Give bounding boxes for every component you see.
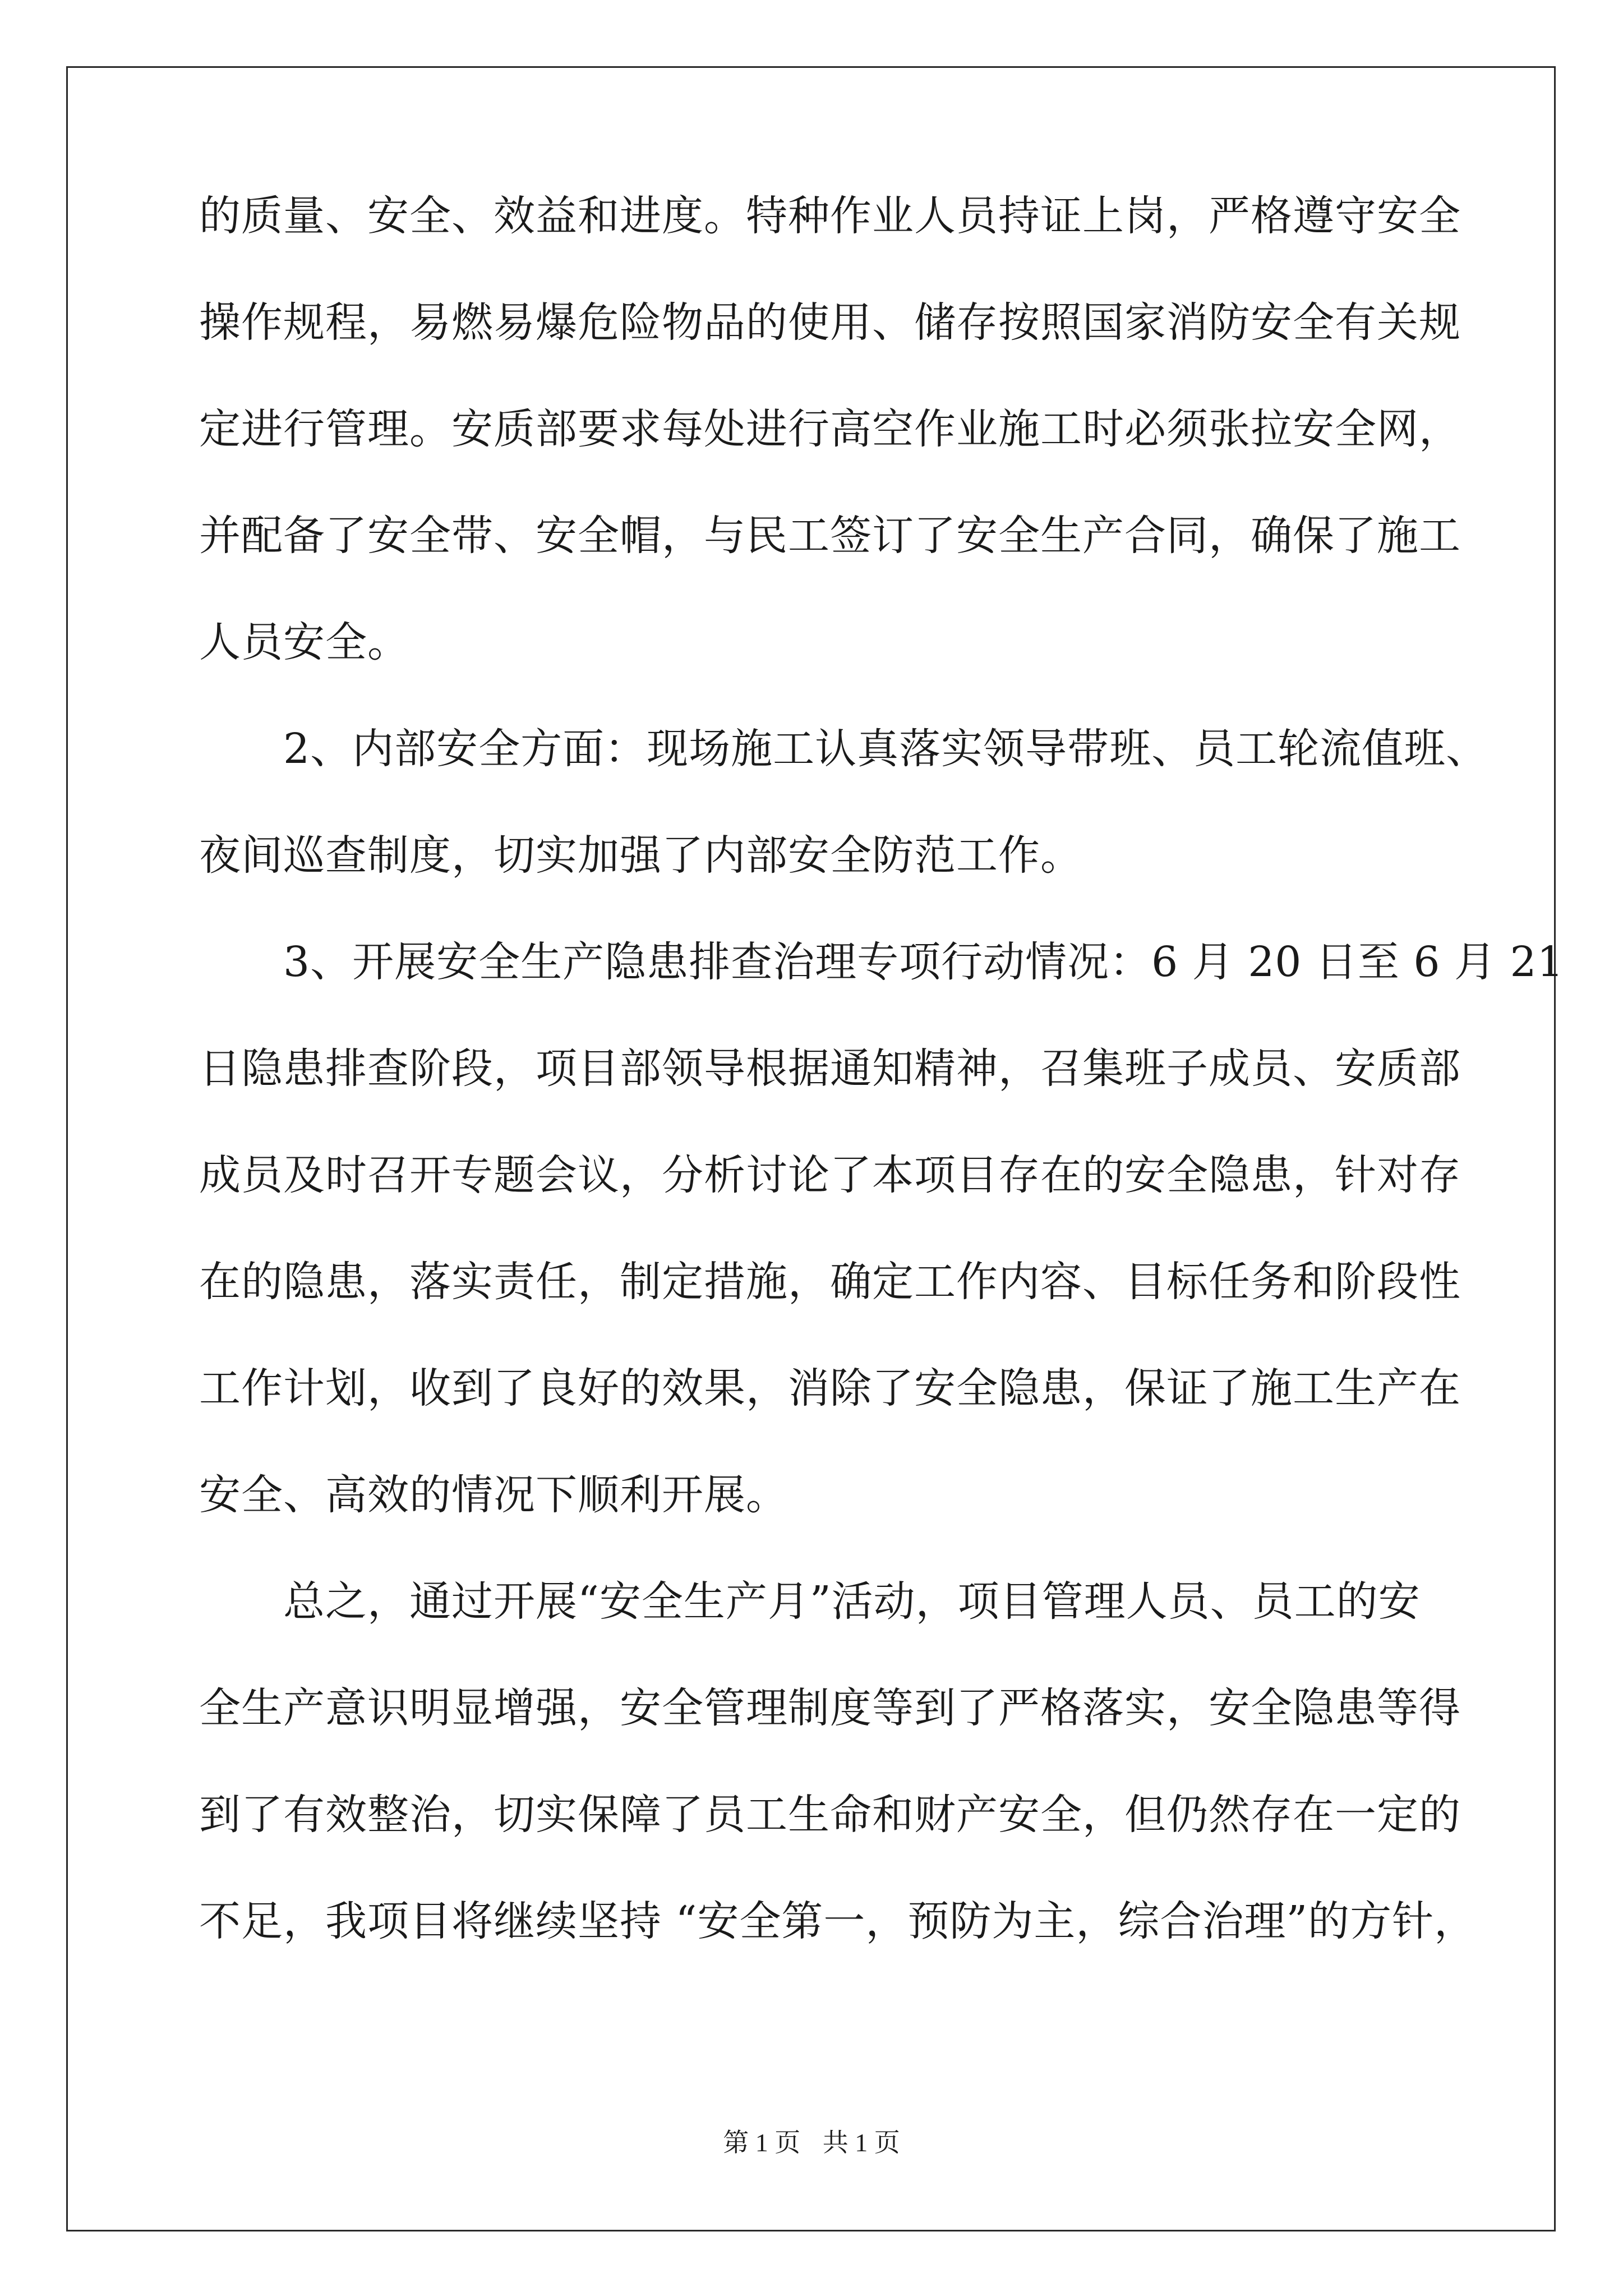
text-line: 人员安全。	[199, 618, 409, 666]
text-line: 定进行管理。安质部要求每处进行高空作业施工时必须张拉安全网，	[199, 405, 1461, 453]
text-line: 在的隐患，落实责任，制定措施，确定工作内容、目标任务和阶段性	[199, 1258, 1461, 1306]
text-line: 日隐患排查阶段，项目部领导根据通知精神，召集班子成员、安质部	[199, 1045, 1461, 1093]
text-line: 不足，我项目将继续坚持 “安全第一，预防为主，综合治理”的方针，	[199, 1897, 1477, 1945]
page-number: 第 1 页	[723, 2128, 801, 2157]
text-line: 到了有效整治，切实保障了员工生命和财产安全，但仍然存在一定的	[199, 1791, 1461, 1839]
text-line: 操作规程，易燃易爆危险物品的使用、储存按照国家消防安全有关规	[199, 298, 1461, 347]
text-line: 的质量、安全、效益和进度。特种作业人员持证上岗，严格遵守安全	[199, 192, 1461, 240]
page-total: 共 1 页	[822, 2128, 900, 2157]
text-line: 2、内部安全方面：现场施工认真落实领导带班、员工轮流值班、	[199, 725, 1488, 773]
text-line: 工作计划，收到了良好的效果，消除了安全隐患，保证了施工生产在	[199, 1364, 1461, 1412]
text-line: 安全、高效的情况下顺利开展。	[199, 1471, 788, 1519]
text-line: 全生产意识明显增强，安全管理制度等到了严格落实，安全隐患等得	[199, 1684, 1461, 1732]
text-line: 并配备了安全带、安全帽，与民工签订了安全生产合同，确保了施工	[199, 512, 1461, 560]
text-line: 成员及时召开专题会议，分析讨论了本项目存在的安全隐患，针对存	[199, 1151, 1461, 1199]
text-line: 3、开展安全生产隐患排查治理专项行动情况：6 月 20 日至 6 月 21	[199, 938, 1564, 986]
text-line: 总之，通过开展“安全生产月”活动，项目管理人员、员工的安	[199, 1577, 1421, 1626]
page-footer	[0, 2126, 1623, 2160]
text-line: 夜间巡查制度，切实加强了内部安全防范工作。	[199, 831, 1082, 880]
